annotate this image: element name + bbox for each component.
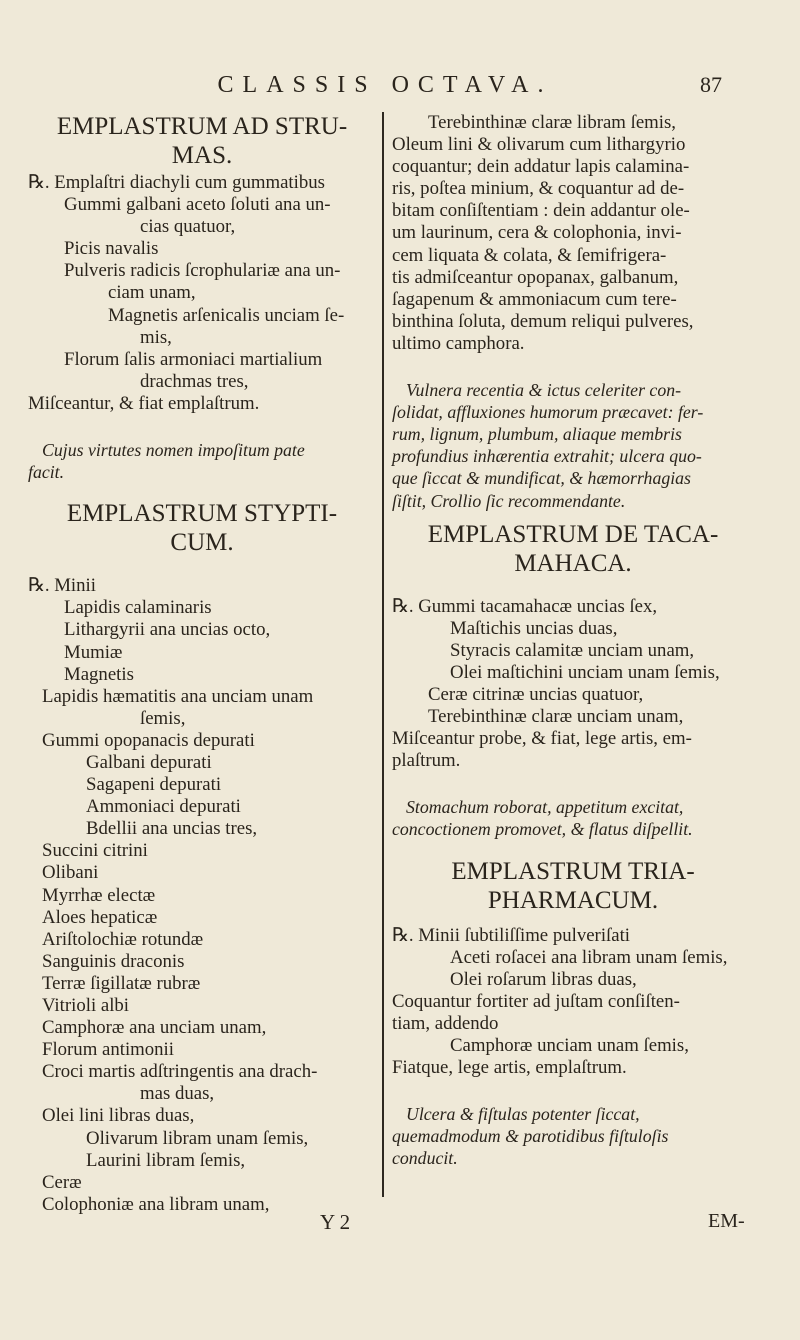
recipe-line: Terebinthinæ claræ unciam unam, <box>428 706 684 728</box>
page-header <box>0 72 800 102</box>
recipe-line: Croci martis adſtringentis ana drach- <box>42 1061 318 1083</box>
recipe-line: ℞. Gummi tacamahacæ uncias ſex, <box>392 595 658 617</box>
recipe-line: ſagapenum & ammoniacum cum tere- <box>392 288 677 310</box>
recipe-line: binthina ſoluta, demum reliqui pulveres, <box>392 310 694 332</box>
virtues-note-4: Ulcera & fiſtulas potenter ſiccat, quemadmodum & parotidibus fiſtuloſis conducit. <box>392 1104 669 1169</box>
recipe-line: Florum ſalis armoniaci martialium <box>64 348 323 370</box>
recipe-line: Sagapeni depurati <box>86 774 222 796</box>
recipe-line: Camphoræ ana unciam unam, <box>42 1017 267 1039</box>
recipe-line: Maſtichis uncias duas, <box>450 617 618 639</box>
recipe-line: Florum antimonii <box>42 1039 174 1061</box>
recipe-line: Ariſtolochiæ rotundæ <box>42 928 204 950</box>
recipe-line: Olivarum libram unam ſemis, <box>86 1127 309 1149</box>
recipe-line: tis admiſceantur opopanax, galbanum, <box>392 266 679 288</box>
recipe-line: ultimo camphora. <box>392 332 525 354</box>
recipe-stypticum-continued <box>392 112 754 355</box>
recipe-line: Lapidis hæmatitis ana unciam unam <box>42 685 314 707</box>
virtues-note-3: Stomachum roborat, appetitum excitat, concoctionem promovet, & flatus diſpellit. <box>392 797 693 840</box>
recipe-line: ciam unam, <box>108 282 196 304</box>
recipe-line: Laurini libram ſemis, <box>86 1149 246 1171</box>
recipe-line: Myrrhæ electæ <box>42 884 156 906</box>
recipe-line: Olei maſtichini unciam unam ſemis, <box>450 661 720 683</box>
recipe-line: Terræ ſigillatæ rubræ <box>42 972 201 994</box>
recipe-tacamahaca <box>392 596 754 773</box>
recipe-line: Colophoniæ ana libram unam, <box>42 1193 270 1215</box>
recipe-line: Aceti roſacei ana libram unam ſemis, <box>450 946 728 968</box>
column-divider <box>382 112 384 1197</box>
heading-emplastrum-stypticum: EMPLASTRUM STYPTI- CUM. <box>66 500 338 557</box>
recipe-line: Camphoræ unciam unam ſemis, <box>450 1035 689 1056</box>
recipe-line: Ceræ <box>42 1171 82 1193</box>
recipe-line: Gummi opopanacis depurati <box>42 729 255 751</box>
recipe-line: cias quatuor, <box>140 216 236 238</box>
recipe-line: bitam conſiſtentiam : dein addantur ole- <box>392 200 690 222</box>
recipe-line: Ceræ citrinæ uncias quatuor, <box>428 683 644 705</box>
recipe-line: Miſceantur probe, & fiat, lege artis, em- <box>392 728 692 750</box>
recipe-line: cem liquata & colata, & ſemifrigera- <box>392 244 667 266</box>
recipe-line: Terebinthinæ claræ libram ſemis, <box>428 112 676 133</box>
recipe-line: Magnetis arſenicalis unciam ſe- <box>108 304 345 326</box>
recipe-line: mis, <box>140 326 172 348</box>
recipe-line: um laurinum, cera & colophonia, invi- <box>392 222 682 244</box>
recipe-line: Fiatque, lege artis, emplaſtrum. <box>392 1057 627 1079</box>
recipe-line: mas duas, <box>140 1083 215 1105</box>
recipe-line: Styracis calamitæ unciam unam, <box>450 639 695 661</box>
recipe-line: plaſtrum. <box>392 750 461 772</box>
heading-emplastrum-ad-strumas: EMPLASTRUM AD STRU- MAS. <box>56 113 348 169</box>
recipe-line: Succini citrini <box>42 840 148 862</box>
recipe-line: Mumiæ <box>64 641 123 663</box>
recipe-line: Olibani <box>42 862 99 884</box>
recipe-line: Picis navalis <box>64 238 159 260</box>
recipe-line: ris, poſtea minium, & coquantur ad de- <box>392 178 685 200</box>
recipe-line: Aloes hepaticæ <box>42 906 158 928</box>
catchword: EM- <box>708 1210 745 1232</box>
recipe-line: ℞. Minii <box>28 575 96 597</box>
recipe-line: Lapidis calaminaris <box>64 597 212 619</box>
signature-mark: Y 2 <box>320 1210 351 1234</box>
recipe-line: coquantur; dein addatur lapis calamina- <box>392 156 690 178</box>
recipe-line: Olei roſarum libras duas, <box>450 968 637 990</box>
recipe-line: Vitrioli albi <box>42 995 130 1016</box>
recipe-line: tiam, addendo <box>392 1012 499 1034</box>
recipe-line: Galbani depurati <box>86 751 212 773</box>
recipe-line: Magnetis <box>64 663 134 685</box>
page-footer <box>0 1210 800 1240</box>
left-column <box>28 112 376 1216</box>
running-title: CLASSIS OCTAVA. <box>217 72 553 98</box>
recipe-line: Olei lini libras duas, <box>42 1105 195 1127</box>
recipe-triapharmacum <box>392 925 754 1080</box>
recipe-line: Gummi galbani aceto ſoluti ana un- <box>64 194 331 216</box>
recipe-line: ℞. Emplaſtri diachyli cum gummatibus <box>28 172 325 193</box>
recipe-line: Pulveris radicis ſcrophulariæ ana un- <box>64 260 341 282</box>
recipe-stypticum <box>28 575 376 1216</box>
recipe-line: Coquantur fortiter ad juſtam conſiſten- <box>392 990 680 1012</box>
recipe-line: Miſceantur, & fiat emplaſtrum. <box>28 392 260 414</box>
page-number: 87 <box>700 72 722 97</box>
heading-emplastrum-triapharmacum: EMPLASTRUM TRIA- PHARMACUM. <box>451 857 695 914</box>
heading-emplastrum-de-tacamahaca: EMPLASTRUM DE TACA- MAHACA. <box>427 520 719 577</box>
recipe-ad-strumas <box>28 172 376 415</box>
recipe-line: Bdellii ana uncias tres, <box>86 818 258 840</box>
recipe-line: Oleum lini & olivarum cum lithargyrio <box>392 134 686 156</box>
recipe-line: Lithargyrii ana uncias octo, <box>64 619 271 641</box>
recipe-line: ℞. Minii ſubtiliſſime pulveriſati <box>392 924 631 946</box>
recipe-line: drachmas tres, <box>140 370 249 392</box>
right-column <box>392 112 754 1169</box>
virtues-note-1: Cujus virtutes nomen impoſitum pate facit. <box>28 440 305 483</box>
virtues-note-2: Vulnera recentia & ictus celeriter con- ſolidat, affluxiones humorum præcavet: fer- rum, lignum, plumbum, aliaque membris profundius inhærentia extrahit; ulcera quo- que ſiccat & mundificat, & hæmorrhagias ſiſtit, Crollio ſic recommendante. <box>392 380 704 511</box>
recipe-line: Sanguinis draconis <box>42 950 185 972</box>
recipe-line: ſemis, <box>140 707 186 729</box>
recipe-line: Ammoniaci depurati <box>86 796 241 818</box>
